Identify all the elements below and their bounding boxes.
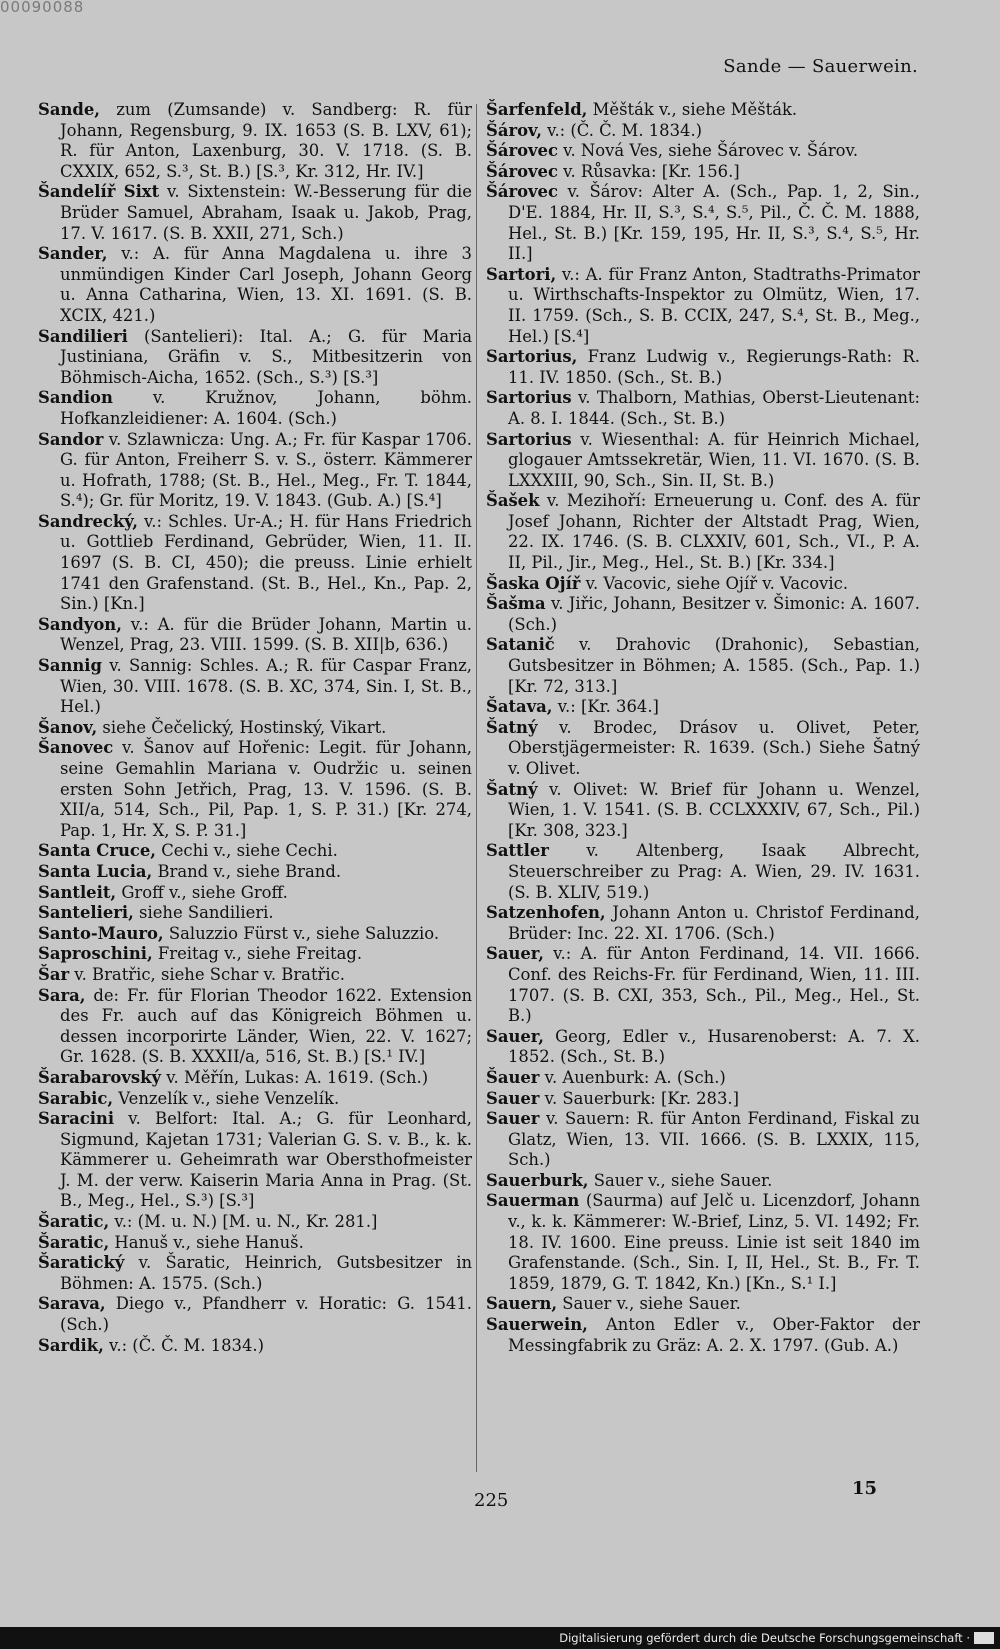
dictionary-entry bbox=[38, 944, 472, 965]
entry-headword: Sannig bbox=[38, 656, 102, 676]
entry-text: v. Růsavka: [Kr. 156.] bbox=[557, 161, 740, 181]
entry-text: siehe Čečelický, Hostinský, Vikart. bbox=[97, 717, 387, 737]
scan-corner-fragment: 00090088 bbox=[0, 0, 85, 14]
dictionary-entry bbox=[486, 1191, 920, 1294]
dictionary-entry bbox=[486, 430, 920, 492]
entry-text: Groff v., siehe Groff. bbox=[116, 882, 288, 902]
entry-headword: Šárovec bbox=[486, 161, 558, 181]
dictionary-entry bbox=[38, 883, 472, 904]
entry-text: v. Brodec, Drásov u. Olivet, Peter, Oberstjägermeister: R. 1639. (Sch.) Siehe Šatný v. Olivet. bbox=[508, 717, 920, 778]
dictionary-entry bbox=[38, 738, 472, 841]
dictionary-entry bbox=[486, 1089, 920, 1110]
entry-text: v.: Schles. Ur-A.; H. für Hans Friedrich u. Gottlieb Ferdinand, Gebrüder, Wien, 11. II. 1697 (S. B. CI, 450); die preuss. Linie erhielt 1741 den Grafenstand. (St. B., Hel., Kn., Pap. 2, Sin.) [Kn.] bbox=[60, 511, 472, 614]
entry-text: v. Šanov auf Hořenic: Legit. für Johann, seine Gemahlin Mariana v. Oudržic u. seinen ersten Sohn Jetřich, Prag, 13. V. 1596. (S. B. XII/a, 514, Sch., Pil, Pap. 1, S. P. 31.) [Kr. 274, Pap. 1, Hr. X, S. P. 31.] bbox=[60, 738, 472, 840]
entry-text: v. Vacovic, siehe Ojíř v. Vacovic. bbox=[580, 573, 849, 593]
entry-text: Anton Edler v., Ober-Faktor der Messingfabrik zu Gräz: A. 2. X. 1797. (Gub. A.) bbox=[508, 1315, 920, 1355]
entry-text: v.: (Č. Č. M. 1834.) bbox=[103, 1335, 264, 1355]
entry-headword: Šárov, bbox=[486, 120, 542, 140]
entry-headword: Santo-Mauro, bbox=[38, 923, 164, 943]
dictionary-entry bbox=[486, 574, 920, 595]
dictionary-entry bbox=[486, 718, 920, 780]
entry-text: Freitag v., siehe Freitag. bbox=[152, 944, 363, 964]
dictionary-entry bbox=[486, 491, 920, 573]
entry-headword: Sauerburk, bbox=[486, 1170, 589, 1190]
entry-headword: Satzenhofen, bbox=[486, 903, 606, 923]
dictionary-entry bbox=[38, 656, 472, 718]
entry-text: v.: (Č. Č. M. 1834.) bbox=[541, 120, 703, 140]
entry-text: v. Kružnov, Johann, böhm. Hofkanzleidiener: A. 1604. (Sch.) bbox=[60, 388, 472, 428]
right-column bbox=[486, 100, 920, 1356]
dictionary-entry bbox=[486, 697, 920, 718]
entry-text: v.: [Kr. 364.] bbox=[552, 697, 659, 717]
entry-text: Georg, Edler v., Husarenoberst: A. 7. X. 1852. (Sch., St. B.) bbox=[508, 1026, 920, 1067]
dictionary-entry bbox=[486, 1068, 920, 1089]
dictionary-entry bbox=[38, 182, 472, 244]
entry-headword: Sauerwein, bbox=[486, 1315, 588, 1335]
entry-headword: Sandion bbox=[38, 388, 113, 408]
dfg-logo-icon bbox=[974, 1632, 994, 1644]
entry-headword: Sauer bbox=[486, 1109, 540, 1129]
entry-text: Johann Anton u. Christof Ferdinand, Brüder: Inc. 22. XI. 1706. (Sch.) bbox=[508, 903, 920, 943]
dictionary-entry bbox=[38, 718, 472, 739]
entry-headword: Sandyon, bbox=[38, 614, 122, 634]
entry-text: v. Sauerburk: [Kr. 283.] bbox=[539, 1088, 740, 1108]
dictionary-entry bbox=[486, 1315, 920, 1356]
entry-text: v. Mezihoří: Erneuerung u. Conf. des A. für Josef Johann, Richter der Altstadt Prag, Wien, 22. IX. 1746. (S. B. CLXXIV, 601, Sch., VI., P. A. II, Pil., Jir., Meg., Hel., St. B.) [Kr. 334.] bbox=[508, 491, 920, 573]
entry-headword: Santa Cruce, bbox=[38, 841, 156, 861]
dictionary-entry bbox=[38, 1294, 472, 1335]
dictionary-entry bbox=[38, 986, 472, 1068]
entry-headword: Sartorius, bbox=[486, 347, 578, 367]
entry-text: Franz Ludwig v., Regierungs-Rath: R. 11. IV. 1850. (Sch., St. B.) bbox=[508, 347, 920, 387]
dictionary-entry bbox=[486, 841, 920, 903]
entry-headword: Šanovec bbox=[38, 738, 114, 758]
entry-headword: Sander, bbox=[38, 244, 108, 264]
entry-text: v. Bratřic, siehe Schar v. Bratřic. bbox=[69, 964, 345, 984]
entry-headword: Sandilieri bbox=[38, 326, 128, 346]
entry-text: v.: A. für Anton Ferdinand, 14. VII. 1666. Conf. des Reichs-Fr. für Ferdinand, Wien, 11. III. 1707. (S. B. CXI, 353, Sch., Pil., Meg., Hel., St. B.) bbox=[508, 944, 920, 1026]
dictionary-entry bbox=[38, 430, 472, 512]
entry-headword: Sara, bbox=[38, 985, 86, 1005]
entry-headword: Santelieri, bbox=[38, 903, 134, 923]
dictionary-entry bbox=[38, 1212, 472, 1233]
entry-headword: Sartori, bbox=[486, 264, 557, 284]
entry-text: Sauer v., siehe Sauer. bbox=[588, 1170, 773, 1190]
entry-headword: Šandelíř Sixt bbox=[38, 182, 160, 202]
dictionary-entry bbox=[486, 162, 920, 183]
entry-text: (Santelieri): Ital. A.; G. für Maria Justiniana, Gräfin v. S., Mitbesitzerin von Böhmisch-Aicha, 1652. (Sch., S.³) [S.³] bbox=[60, 326, 472, 387]
entry-text: Hanuš v., siehe Hanuš. bbox=[109, 1232, 304, 1252]
entry-text: v.: A. für Anna Magdalena u. ihre 3 unmündigen Kinder Carl Joseph, Johann Georg u. Anna Catharina, Wien, 13. XI. 1691. (S. B. XCIX, 421.) bbox=[60, 244, 472, 325]
dictionary-entry bbox=[486, 182, 920, 264]
entry-headword: Šaratický bbox=[38, 1253, 125, 1273]
entry-headword: Sardik, bbox=[38, 1335, 104, 1355]
entry-headword: Sattler bbox=[486, 841, 549, 861]
dictionary-entry bbox=[486, 594, 920, 635]
dictionary-entry bbox=[38, 1336, 472, 1357]
entry-text: v. Šaratic, Heinrich, Gutsbesitzer in Böhmen: A. 1575. (Sch.) bbox=[60, 1253, 472, 1293]
entry-headword: Sauern, bbox=[486, 1294, 558, 1314]
signature-mark: 15 bbox=[852, 1478, 878, 1499]
dictionary-entry bbox=[38, 244, 472, 326]
entry-headword: Šanov, bbox=[38, 717, 98, 737]
digitization-footer bbox=[0, 1627, 1000, 1649]
entry-text: v. Drahovic (Drahonic), Sebastian, Gutsbesitzer in Böhmen; A. 1585. (Sch., Pap. 1.) [Kr. 72, 313.] bbox=[508, 635, 920, 696]
entry-headword: Šaska Ojíř bbox=[486, 573, 581, 593]
dictionary-entry bbox=[38, 100, 472, 182]
dictionary-entry bbox=[38, 862, 472, 883]
dictionary-entry bbox=[38, 388, 472, 429]
entry-headword: Sauer bbox=[486, 1088, 540, 1108]
dictionary-entry bbox=[486, 944, 920, 1026]
entry-text: v.: (M. u. N.) [M. u. N., Kr. 281.] bbox=[109, 1212, 378, 1232]
entry-headword: Šárovec bbox=[486, 182, 558, 202]
dictionary-entry bbox=[486, 1171, 920, 1192]
entry-text: Saluzzio Fürst v., siehe Saluzzio. bbox=[163, 923, 440, 943]
dictionary-entry bbox=[486, 388, 920, 429]
footer-credit: Digitalisierung gefördert durch die Deutsche Forschungsgemeinschaft · bbox=[559, 1631, 970, 1645]
entry-text: zum (Zumsande) v. Sandberg: R. für Johann, Regensburg, 9. IX. 1653 (S. B. LXV, 61); R. für Anton, Laxenburg, 30. V. 1718. (S. B. CXXIX, 652, S.³, St. B.) [S.³, Kr. 312, Hr. IV.] bbox=[60, 100, 472, 181]
entry-text: v. Wiesenthal: A. für Heinrich Michael, glogauer Amtssekretär, Wien, 11. VI. 1670. (S. B. LXXXIII, 90, Sch., Sin. II, St. B.) bbox=[508, 429, 920, 490]
entry-text: Měšták v., siehe Měšták. bbox=[587, 100, 798, 119]
entry-headword: Šarabarovský bbox=[38, 1067, 161, 1087]
entry-text: v. Szlawnicza: Ung. A.; Fr. für Kaspar 1706. G. für Anton, Freiherr S. v. S., österr. Kämmerer u. Hofrath, 1788; (St. B., Hel., Meg., Fr. T. 1844, S.⁴); Gr. für Moritz, 19. V. 1843. (Gub. A.) [S.⁴] bbox=[60, 429, 472, 511]
entry-headword: Sauerman bbox=[486, 1191, 580, 1211]
entry-headword: Sauer, bbox=[486, 944, 544, 964]
dictionary-entry bbox=[38, 841, 472, 862]
dictionary-entry bbox=[486, 121, 920, 142]
entry-headword: Šárovec bbox=[486, 141, 558, 161]
entry-headword: Saracini bbox=[38, 1109, 115, 1129]
entry-text: v. Jiřic, Johann, Besitzer v. Šimonic: A. 1607. (Sch.) bbox=[508, 594, 920, 634]
dictionary-entry bbox=[486, 141, 920, 162]
entry-headword: Satanič bbox=[486, 635, 555, 655]
dictionary-entry bbox=[486, 1027, 920, 1068]
entry-text: v. Nová Ves, siehe Šárovec v. Šárov. bbox=[557, 141, 859, 161]
entry-headword: Šar bbox=[38, 964, 70, 984]
entry-text: v. Belfort: Ital. A.; G. für Leonhard, Sigmund, Kajetan 1731; Valerian G. S. v. B., k. k. Kämmerer u. Geheimrath war Obersthofmeister J. M. der verw. Kaiserin Maria Anna in Prag. (St. B., Meg., Hel., S.³) [S.³] bbox=[60, 1109, 472, 1211]
entry-text: Sauer v., siehe Sauer. bbox=[557, 1294, 741, 1314]
dictionary-entry bbox=[38, 903, 472, 924]
entry-headword: Sartorius bbox=[486, 388, 572, 408]
entry-text: v. Měřín, Lukas: A. 1619. (Sch.) bbox=[161, 1067, 429, 1087]
dictionary-entry bbox=[38, 1233, 472, 1254]
entry-headword: Šaratic, bbox=[38, 1232, 110, 1252]
entry-headword: Šašek bbox=[486, 491, 540, 511]
dictionary-entry bbox=[38, 1089, 472, 1110]
entry-headword: Sarabic, bbox=[38, 1088, 114, 1108]
entry-headword: Šarfenfeld, bbox=[486, 100, 588, 119]
entry-text: Brand v., siehe Brand. bbox=[152, 861, 342, 881]
entry-headword: Šatava, bbox=[486, 697, 553, 717]
entry-headword: Sandor bbox=[38, 429, 104, 449]
dictionary-entry bbox=[38, 1253, 472, 1294]
dictionary-entry bbox=[486, 347, 920, 388]
entry-text: Diego v., Pfandherr v. Horatic: G. 1541. (Sch.) bbox=[60, 1294, 472, 1335]
entry-text: v. Altenberg, Isaak Albrecht, Steuerschreiber zu Prag: A. Wien, 29. IV. 1631. (S. B. XLIV, 519.) bbox=[508, 841, 920, 902]
dictionary-entry bbox=[486, 635, 920, 697]
entry-headword: Santleit, bbox=[38, 882, 117, 902]
entry-text: v. Šárov: Alter A. (Sch., Pap. 1, 2, Sin., D'E. 1884, Hr. II, S.³, S.⁴, S.⁵, Pil., Č. Č. M. 1888, Hel., St. B.) [Kr. 159, 195, Hr. II, S.³, S.⁴, S.⁵, Hr. II.] bbox=[508, 182, 920, 264]
column-divider bbox=[476, 104, 477, 1472]
dictionary-entry bbox=[38, 512, 472, 615]
dictionary-entry bbox=[486, 903, 920, 944]
entry-text: v. Sannig: Schles. A.; R. für Caspar Franz, Wien, 30. VIII. 1678. (S. B. XC, 374, Sin. I, St. B., Hel.) bbox=[60, 656, 472, 717]
entry-text: v. Auenburk: A. (Sch.) bbox=[539, 1067, 726, 1087]
dictionary-entry bbox=[38, 1109, 472, 1212]
entry-headword: Šatný bbox=[486, 717, 538, 737]
dictionary-entry bbox=[486, 265, 920, 347]
dictionary-entry bbox=[486, 1294, 920, 1315]
entry-text: Venzelík v., siehe Venzelík. bbox=[113, 1088, 340, 1108]
entry-text: v. Sauern: R. für Anton Ferdinand, Fiskal zu Glatz, Wien, 13. VII. 1666. (S. B. LXXIX, 115, Sch.) bbox=[508, 1109, 920, 1170]
entry-text: Cechi v., siehe Cechi. bbox=[155, 841, 338, 861]
entry-text: v. Olivet: W. Brief für Johann u. Wenzel, Wien, 1. V. 1541. (S. B. CCLXXXIV, 67, Sch., Pil.) [Kr. 308, 323.] bbox=[508, 779, 920, 840]
left-column bbox=[38, 100, 472, 1356]
entry-text: siehe Sandilieri. bbox=[133, 903, 274, 923]
entry-headword: Šauer bbox=[486, 1067, 540, 1087]
dictionary-entry bbox=[486, 780, 920, 842]
dictionary-entry bbox=[38, 327, 472, 389]
entry-headword: Sauer, bbox=[486, 1026, 544, 1046]
dictionary-entry bbox=[486, 100, 920, 121]
entry-headword: Šašma bbox=[486, 594, 546, 614]
entry-text: v.: A. für die Brüder Johann, Martin u. Wenzel, Prag, 23. VIII. 1599. (S. B. XII|b, 636.) bbox=[60, 614, 472, 655]
dictionary-entry bbox=[38, 1068, 472, 1089]
dictionary-entry bbox=[38, 924, 472, 945]
running-head: Sande — Sauerwein. bbox=[723, 56, 918, 77]
entry-headword: Šatný bbox=[486, 779, 538, 799]
page-number: 225 bbox=[474, 1490, 509, 1511]
dictionary-entry bbox=[38, 965, 472, 986]
entry-text: (Saurma) auf Jelč u. Licenzdorf, Johann v., k. k. Kämmerer: W.-Brief, Linz, 5. VI. 1492; Fr. 18. IV. 1600. Eine preuss. Linie ist seit 1840 im Grafenstande. (Sch., Sin. I, II, Hel., St. B., Fr. T. 1859, 1879, G. T. 1842, Kn.) [Kn., S.¹ I.] bbox=[508, 1191, 920, 1293]
dictionary-entry bbox=[486, 1109, 920, 1171]
entry-headword: Santa Lucia, bbox=[38, 861, 153, 881]
entry-headword: Sande, bbox=[38, 100, 100, 119]
entry-text: de: Fr. für Florian Theodor 1622. Extension des Fr. auch auf das Königreich Böhmen u. dessen incorporirte Länder, Wien, 22. V. 1627; Gr. 1628. (S. B. XXXII/a, 516, St. B.) [S.¹ IV.] bbox=[60, 985, 472, 1067]
entry-headword: Saproschini, bbox=[38, 944, 153, 964]
entry-headword: Sandrecký, bbox=[38, 511, 138, 531]
entry-text: v.: A. für Franz Anton, Stadtraths-Primator u. Wirthschafts-Inspektor zu Olmütz, Wien, 17. II. 1759. (Sch., S. B. CCIX, 247, S.⁴, St. B., Meg., Hel.) [S.⁴] bbox=[508, 264, 920, 346]
entry-headword: Šaratic, bbox=[38, 1212, 110, 1232]
entry-text: v. Thalborn, Mathias, Oberst-Lieutenant: A. 8. I. 1844. (Sch., St. B.) bbox=[508, 388, 920, 428]
entry-headword: Sarava, bbox=[38, 1294, 106, 1314]
dictionary-entry bbox=[38, 615, 472, 656]
entry-headword: Sartorius bbox=[486, 429, 572, 449]
entry-text: v. Sixtenstein: W.-Besserung für die Brüder Samuel, Abraham, Isaak u. Jakob, Prag, 17. V. 1617. (S. B. XXII, 271, Sch.) bbox=[60, 182, 472, 243]
